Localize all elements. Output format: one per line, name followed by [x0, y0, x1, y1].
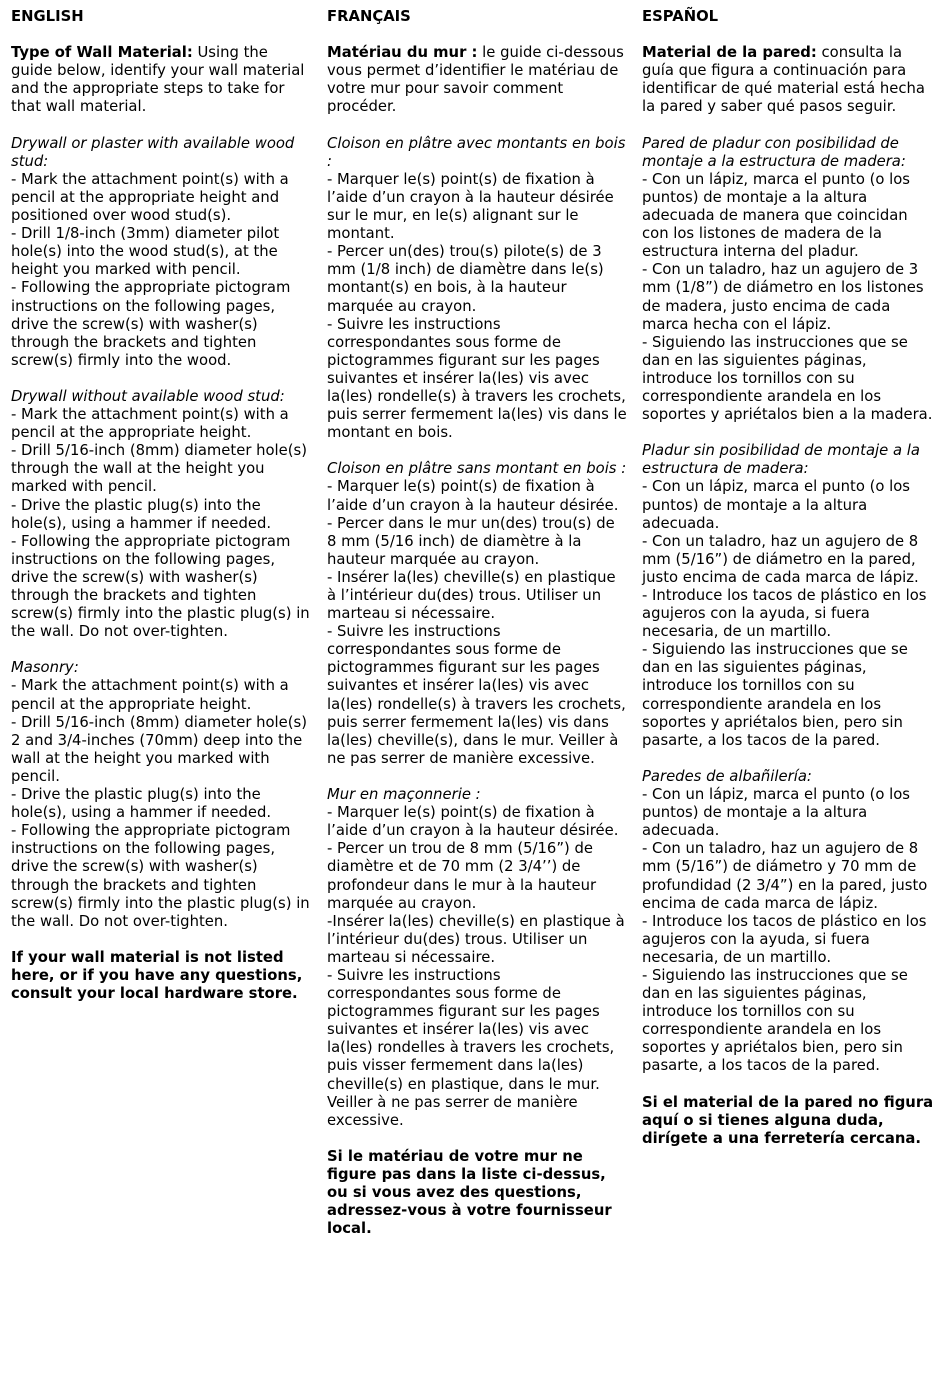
- intro-label: Material de la pared:: [642, 44, 817, 62]
- section-title: Mur en maçonnerie :: [327, 786, 481, 804]
- intro-english: [11, 44, 311, 116]
- intro-spanish: [642, 44, 938, 116]
- section-title: Drywall or plaster with available wood stud:: [11, 134, 295, 170]
- intro-label: Type of Wall Material:: [11, 44, 193, 62]
- step: - Con un lápiz, marca el punto (o los puntos) de montaje a la altura adecuada de manera que coincidan con los listones de madera de la estructura interna del pladur.: [642, 170, 910, 261]
- heading-spanish: ESPAÑOL: [642, 8, 719, 25]
- closing-note: Si el material de la pared no figura aquí o si tienes alguna duda, dirígete a una ferretería cercana.: [642, 1093, 934, 1147]
- step: - Drive the plastic plug(s) into the hole(s), using a hammer if needed.: [11, 496, 272, 532]
- step: - Suivre les instructions correspondantes sous forme de pictogrammes figurant sur les pages suivantes et insérer la(les) vis avec la(les) rondelles à travers les crochets, puis visser fermement dans la(les) cheville(s) en plastique, dans le mur. Veiller à ne pas serrer de manière excessive.: [327, 966, 615, 1129]
- intro-text: Using the guide below, identify your wall material and the appropriate steps to take for that wall material.: [11, 44, 305, 116]
- section-drywall-no-stud: [327, 460, 627, 768]
- step: - Siguiendo las instrucciones que se dan en las siguientes páginas, introduce los tornillos con su correspondiente arandela en los soportes y apriétalos bien, pero sin pasarte, a los tacos de la pared.: [642, 966, 908, 1075]
- intro-text: consulta la guía que figura a continuación para identificar de qué material está hecha la pared y saber qué pasos seguir.: [642, 44, 925, 116]
- step: - Percer dans le mur un(des) trou(s) de 8 mm (5/16 inch) de diamètre à la hauteur marquée au crayon.: [327, 514, 615, 568]
- step: -Insérer la(les) cheville(s) en plastique à l’intérieur du(des) trous. Utiliser un marteau si nécessaire.: [327, 912, 625, 966]
- section-title: Drywall without available wood stud:: [11, 387, 285, 405]
- section-masonry: [327, 786, 627, 1130]
- step: - Con un lápiz, marca el punto (o los puntos) de montaje a la altura adecuada.: [642, 478, 910, 532]
- closing-note: Si le matériau de votre mur ne figure pas dans la liste ci-dessus, ou si vous avez des questions, adressez-vous à votre fournisseur local.: [327, 1147, 612, 1238]
- section-drywall-no-stud: [642, 442, 938, 750]
- step: - Con un taladro, haz un agujero de 3 mm (1/8”) de diámetro en los listones de madera, justo encima de cada marca hecha con el lápiz.: [642, 261, 924, 333]
- step: - Insérer la(les) cheville(s) en plastique à l’intérieur du(des) trous. Utiliser un marteau si nécessaire.: [327, 568, 616, 623]
- column-spanish: [642, 8, 938, 1148]
- step: - Mark the attachment point(s) with a pencil at the appropriate height.: [11, 677, 289, 713]
- step: - Mark the attachment point(s) with a pencil at the appropriate height and positioned over wood stud(s).: [11, 170, 289, 225]
- step: - Con un taladro, haz un agujero de 8 mm (5/16”) de diámetro en la pared, justo encima de cada marca de lápiz.: [642, 532, 919, 586]
- section-title: Cloison en plâtre sans montant en bois :: [327, 460, 627, 478]
- step: - Percer un(des) trou(s) pilote(s) de 3 mm (1/8 inch) de diamètre dans le(s) montant(s) en bois, à la hauteur marquée au crayon.: [327, 243, 604, 315]
- section-masonry: [11, 659, 311, 930]
- step: - Following the appropriate pictogram instructions on the following pages, drive the screw(s) with washer(s) through the brackets and tighten screw(s) firmly into the plastic plug(s) in the wall. Do not over-tighten.: [11, 822, 310, 930]
- section-masonry: [642, 768, 938, 1076]
- step: - Siguiendo las instrucciones que se dan en las siguientes páginas, introduce los tornillos con su correspondiente arandela en los soportes y apriétalos bien, pero sin pasarte, a los tacos de la pared.: [642, 641, 908, 749]
- closing-note: If your wall material is not listed here, or if you have any questions, consult your local hardware store.: [11, 948, 303, 1003]
- step: - Suivre les instructions correspondantes sous forme de pictogrammes figurant sur les pages suivantes et insérer la(les) vis avec la(les) rondelle(s) à travers les crochets, puis serrer fermement la(les) vis dans le montant en bois.: [327, 315, 627, 442]
- step: - Con un taladro, haz un agujero de 8 mm (5/16”) de diámetro y 70 mm de profundidad (2 3/4”) en la pared, justo encima de cada marca de lápiz.: [642, 840, 928, 912]
- step: - Marquer le(s) point(s) de fixation à l’aide d’un crayon à la hauteur désirée sur le mur, en le(s) alignant sur le montant.: [327, 170, 614, 243]
- step: - Introduce los tacos de plástico en los agujeros con la ayuda, si fuera necesaria, de un martillo.: [642, 587, 927, 641]
- step: - Siguiendo las instrucciones que se dan en las siguientes páginas, introduce los tornillos con su correspondiente arandela en los soportes y apriétalos bien a la madera.: [642, 333, 933, 424]
- step: - Drive the plastic plug(s) into the hole(s), using a hammer if needed.: [11, 786, 272, 822]
- section-drywall-stud: [11, 135, 311, 370]
- section-drywall-no-stud: [11, 388, 311, 641]
- section-drywall-stud: [327, 135, 627, 443]
- section-title: Cloison en plâtre avec montants en bois :: [327, 134, 626, 170]
- intro-text: le guide ci-dessous vous permet d’identifier le matériau de votre mur pour savoir comment procéder.: [327, 44, 624, 116]
- step: - Drill 5/16-inch (8mm) diameter hole(s) 2 and 3/4-inches (70mm) deep into the wall at the height you marked with pencil.: [11, 713, 308, 785]
- step: - Marquer le(s) point(s) de fixation à l’aide d’un crayon à la hauteur désirée.: [327, 478, 619, 514]
- step: - Drill 1/8-inch (3mm) diameter pilot hole(s) into the wood stud(s), at the height you marked with pencil.: [11, 225, 280, 279]
- column-french: [327, 8, 627, 1238]
- step: - Following the appropriate pictogram instructions on the following pages, drive the screw(s) with washer(s) through the brackets and tighten screw(s) firmly into the plastic plug(s) in the wall. Do not over-tighten.: [11, 532, 310, 641]
- heading-french: FRANÇAIS: [327, 8, 411, 25]
- intro-french: [327, 44, 627, 116]
- heading-english: ENGLISH: [11, 8, 84, 25]
- step: - Following the appropriate pictogram instructions on the following pages, drive the screw(s) with washer(s) through the brackets and tighten screw(s) firmly into the wood.: [11, 279, 291, 369]
- step: - Percer un trou de 8 mm (5/16”) de diamètre et de 70 mm (2 3/4’’) de profondeur dans le mur à la hauteur marquée au crayon.: [327, 840, 597, 912]
- step: - Suivre les instructions correspondantes sous forme de pictogrammes figurant sur les pages suivantes et insérer la(les) vis avec la(les) rondelle(s) à travers les crochets, puis serrer fermement la(les) vis dans la(les) cheville(s), dans le mur. Veiller à ne pas serrer de manière excessive.: [327, 623, 626, 767]
- step: - Drill 5/16-inch (8mm) diameter hole(s) through the wall at the height you marked with pencil.: [11, 442, 308, 496]
- step: - Con un lápiz, marca el punto (o los puntos) de montaje a la altura adecuada.: [642, 786, 910, 840]
- column-english: [11, 8, 311, 1003]
- section-title: Pladur sin posibilidad de montaje a la estructura de madera:: [642, 442, 920, 478]
- intro-label: Matériau du mur :: [327, 44, 478, 62]
- section-title: Paredes de albañilería:: [642, 767, 812, 785]
- section-title: Masonry:: [11, 659, 79, 677]
- step: - Marquer le(s) point(s) de fixation à l’aide d’un crayon à la hauteur désirée.: [327, 804, 619, 840]
- section-title: Pared de pladur con posibilidad de montaje a la estructura de madera:: [642, 134, 906, 170]
- section-drywall-stud: [642, 135, 938, 425]
- step: - Introduce los tacos de plástico en los agujeros con la ayuda, si fuera necesaria, de un martillo.: [642, 912, 927, 966]
- step: - Mark the attachment point(s) with a pencil at the appropriate height.: [11, 406, 289, 442]
